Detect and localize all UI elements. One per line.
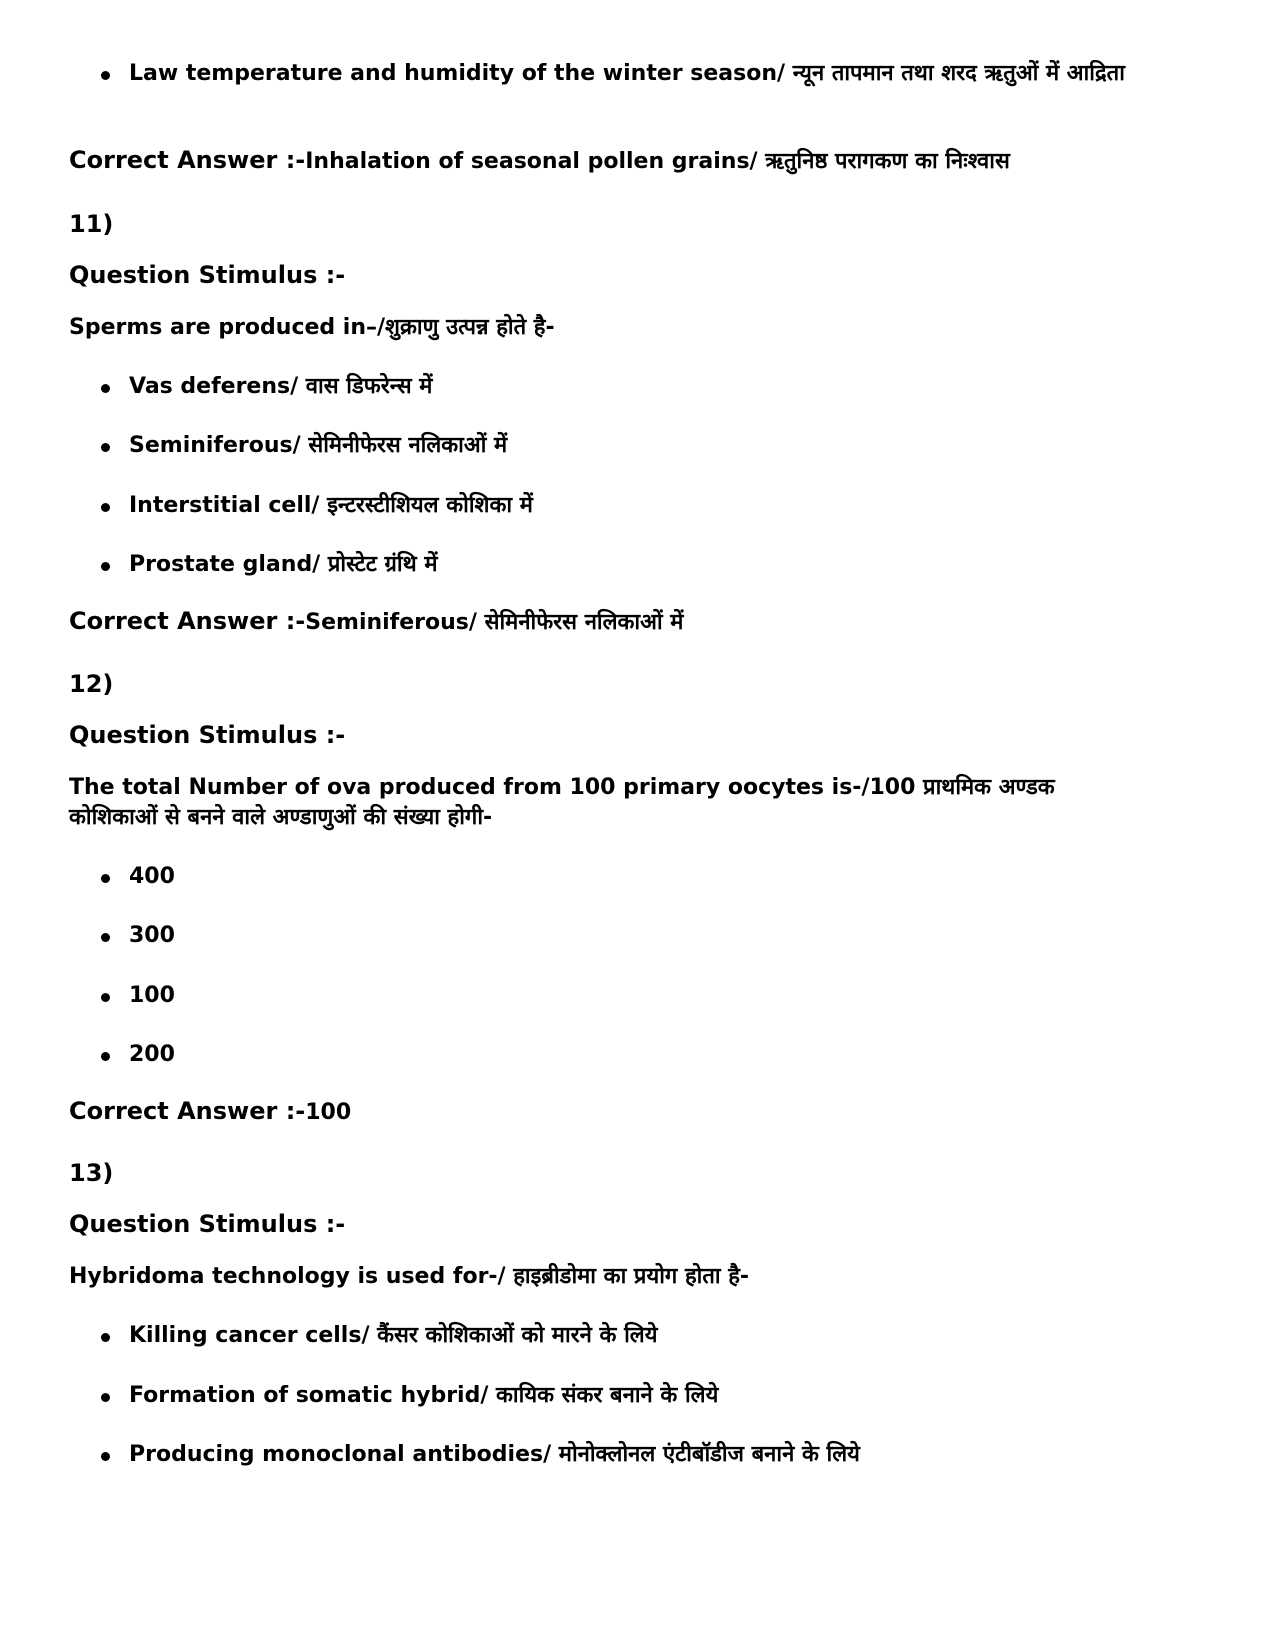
option-item: Producing monoclonal antibodies/ मोनोक्लोनल एंटीबॉडीज बनाने के लिये bbox=[129, 1442, 860, 1467]
bullet-icon bbox=[101, 993, 110, 1002]
question-text: The total Number of ova produced from 100 primary oocytes is-/100 प्राथमिक अण्डक कोशिकाओं से बनने वाले अण्डाणुओं की संख्या होगी- bbox=[69, 775, 1055, 830]
bullet-icon bbox=[101, 1393, 110, 1402]
bullet-icon bbox=[101, 71, 110, 80]
answer-value: Seminiferous/ सेमिनीफेरस नलिकाओं में bbox=[305, 610, 684, 635]
option-item: Law temperature and humidity of the winter season/ न्यून तापमान तथा शरद ऋतुओं में आद्रिता bbox=[129, 61, 1125, 86]
bullet-icon bbox=[101, 1452, 110, 1461]
answer-label: Correct Answer :- bbox=[69, 607, 306, 635]
bullet-icon bbox=[101, 384, 110, 393]
bullet-icon bbox=[101, 1052, 110, 1061]
question-number: 13) bbox=[69, 1159, 114, 1187]
bullet-icon bbox=[101, 562, 110, 571]
bullet-icon bbox=[101, 503, 110, 512]
option-item: 100 bbox=[129, 983, 175, 1008]
question-text: Sperms are produced in–/शुक्राणु उत्पन्न होते है- bbox=[69, 315, 555, 340]
option-item: 400 bbox=[129, 864, 175, 889]
question-stimulus-label: Question Stimulus :- bbox=[69, 1210, 346, 1238]
option-item: 300 bbox=[129, 923, 175, 948]
correct-answer-q10 bbox=[69, 144, 1010, 178]
bullet-icon bbox=[101, 874, 110, 883]
bullet-icon bbox=[101, 443, 110, 452]
correct-answer-q11 bbox=[69, 605, 683, 639]
question-stimulus-label: Question Stimulus :- bbox=[69, 261, 346, 289]
option-item: Interstitial cell/ इन्टरस्टीशियल कोशिका में bbox=[129, 493, 533, 518]
question-text: Hybridoma technology is used for-/ हाइब्रीडोमा का प्रयोग होता है- bbox=[69, 1264, 750, 1289]
answer-value: Inhalation of seasonal pollen grains/ ऋतुनिष्ठ परागकण का निःश्वास bbox=[305, 149, 1010, 174]
answer-label: Correct Answer :- bbox=[69, 1097, 306, 1125]
answer-label: Correct Answer :- bbox=[69, 146, 306, 174]
option-item: Formation of somatic hybrid/ कायिक संकर बनाने के लिये bbox=[129, 1383, 719, 1408]
answer-value: 100 bbox=[305, 1100, 352, 1125]
bullet-icon bbox=[101, 1333, 110, 1342]
option-item: 200 bbox=[129, 1042, 175, 1067]
option-item: Killing cancer cells/ कैंसर कोशिकाओं को मारने के लिये bbox=[129, 1323, 658, 1348]
question-number: 12) bbox=[69, 670, 114, 698]
question-number: 11) bbox=[69, 210, 114, 238]
option-item: Seminiferous/ सेमिनीफेरस नलिकाओं में bbox=[129, 433, 508, 458]
bullet-icon bbox=[101, 933, 110, 942]
option-item: Prostate gland/ प्रोस्टेट ग्रंथि में bbox=[129, 552, 438, 577]
question-stimulus-label: Question Stimulus :- bbox=[69, 721, 346, 749]
option-item: Vas deferens/ वास डिफरेन्स में bbox=[129, 374, 433, 399]
correct-answer-q12 bbox=[69, 1095, 351, 1129]
